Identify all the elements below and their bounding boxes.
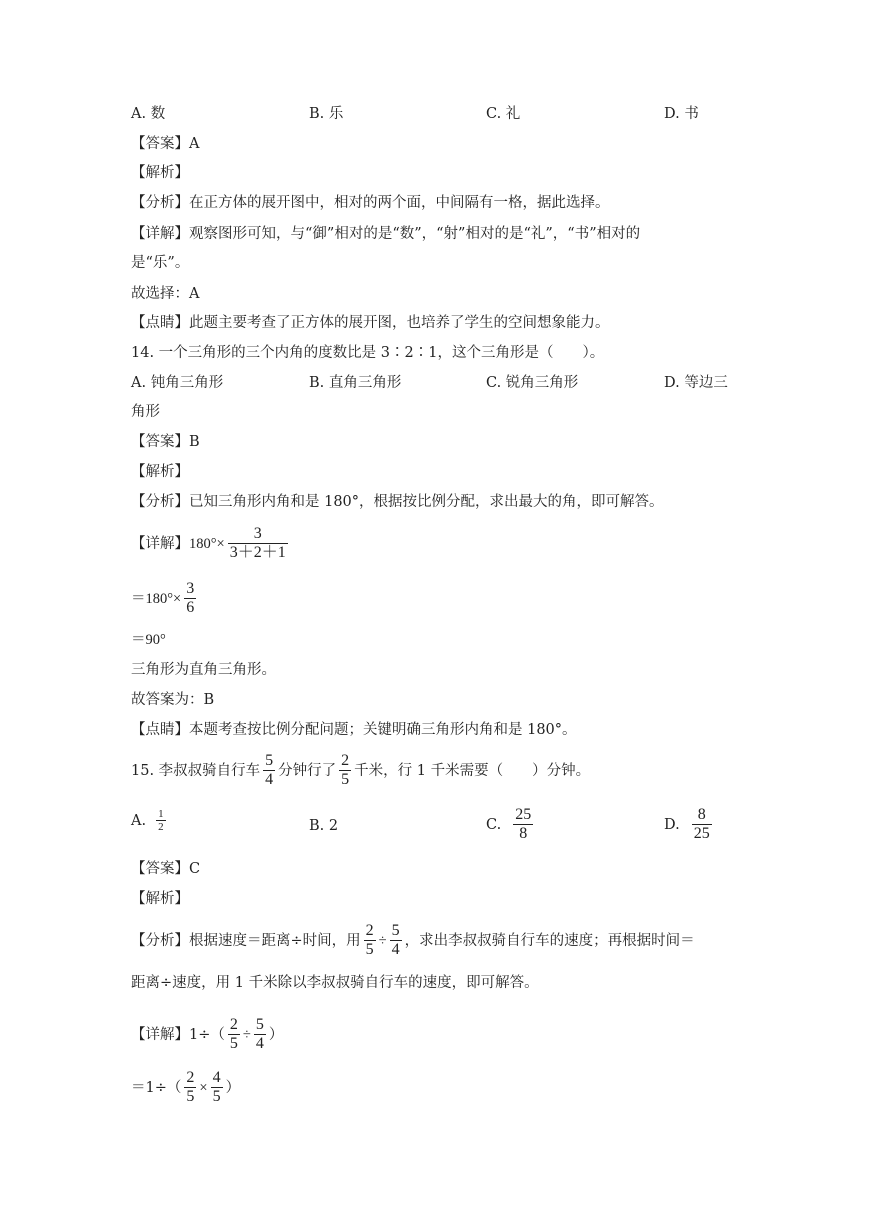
q15-stem-part3: 千米，行 1 千米需要（ ）分钟。 [354,762,591,779]
q15-xj1-f2-numerator: 5 [255,1016,264,1033]
q15-fenxi-line1 [131,922,695,959]
q13-xiangjie-line1: 【详解】观察图形可知，与“御”相对的是“数”，“射”相对的是“礼”，“书”相对的 [131,226,641,242]
q13-option-b: B. 乐 [309,106,344,122]
q15-xj1-operator: ÷ [242,1026,251,1043]
q15-xj2-f2-numerator: 4 [212,1069,221,1086]
q14-xiangjie-label: 【详解】 [131,535,189,552]
q15-option-d-fraction [692,806,712,843]
q13-choice: 故选择：A [131,286,200,302]
q15-option-d-label: D. [664,816,680,833]
q14-option-d-continued: 角形 [131,404,160,420]
q15-option-d-numerator: 8 [692,806,712,825]
q14-xiangjie-step2 [131,580,199,617]
q15-xj1-f1-numerator: 2 [229,1016,238,1033]
q14-step2-numerator: 3 [186,580,195,597]
q15-xiangjie-step1-suffix: ） [268,1026,284,1043]
q15-fenxi-line2: 距离÷速度，用 1 千米除以李叔叔骑自行车的速度，即可解答。 [131,975,539,991]
q15-option-a-label: A. [131,812,147,829]
q15-stem-part2: 分钟行了 [278,762,337,779]
q15-fenxi-f2-denominator: 4 [391,941,400,958]
q13-dianjing: 【点睛】此题主要考查了正方体的展开图，也培养了学生的空间想象能力。 [131,315,610,331]
q14-step3: ＝90° [131,632,166,648]
q15-xiangjie-step1 [131,1016,283,1053]
q15-xj2-operator: × [199,1079,208,1096]
q15-stem-part1: 15. 李叔叔骑自行车 [131,762,261,779]
q13-option-c: C. 礼 [486,106,521,122]
q15-xj2-f1-numerator: 2 [186,1069,195,1086]
q15-stem-f2-denominator: 5 [341,771,350,788]
q15-option-a-denominator: 2 [158,821,164,833]
q15-option-c-label: C. [486,816,502,833]
q15-fenxi-fraction1 [364,922,376,959]
q15-option-c [486,806,536,843]
q14-option-a: A. 钝角三角形 [131,375,224,391]
q15-xj2-f1-denominator: 5 [186,1088,195,1105]
q15-fenxi-f2-numerator: 5 [391,922,400,939]
q15-xj2-fraction2 [211,1069,223,1106]
q15-fenxi-f1-numerator: 2 [365,922,374,939]
q15-option-c-numerator: 25 [515,806,532,823]
q15-answer: 【答案】C [131,861,201,877]
q15-xiangjie-step2 [131,1069,240,1106]
q15-fenxi-operator: ÷ [378,932,387,949]
q15-xiangjie-step1-prefix: 【详解】1÷（ [131,1026,225,1043]
q15-stem-fraction2 [339,752,351,789]
q14-answer: 【答案】B [131,434,200,450]
q15-fenxi-f1-denominator: 5 [365,941,374,958]
q15-xj2-fraction1 [184,1069,196,1106]
q15-fenxi-part2: ，求出李叔叔骑自行车的速度；再根据时间＝ [404,932,695,949]
q14-conclusion: 三角形为直角三角形。 [131,662,276,678]
q13-option-a: A. 数 [131,106,166,122]
q13-option-d: D. 书 [664,106,699,122]
q13-xiangjie-line2: 是“乐”。 [131,255,190,271]
q14-option-d: D. 等边三 [664,375,728,391]
q15-option-c-denominator: 8 [519,825,528,842]
q13-answer: 【答案】A [131,136,200,152]
q14-step2-denominator: 6 [186,599,195,616]
q14-choice: 故答案为：B [131,692,215,708]
q15-xj1-fraction1 [228,1016,240,1053]
q15-option-a-numerator: 1 [158,808,164,820]
q14-dianjing: 【点睛】本题考查按比例分配问题；关键明确三角形内角和是 180°。 [131,722,577,738]
q15-xj1-fraction2 [254,1016,266,1053]
q15-jiexi: 【解析】 [131,891,189,907]
q15-option-d-denominator: 25 [693,825,710,842]
q14-step2-prefix: ＝180°× [131,590,182,607]
q13-jiexi: 【解析】 [131,165,189,181]
q15-fenxi-part1: 【分析】根据速度＝距离÷时间，用 [131,932,361,949]
q14-fenxi: 【分析】已知三角形内角和是 180°，根据按比例分配，求出最大的角，即可解答。 [131,494,664,510]
q14-option-b: B. 直角三角形 [309,375,402,391]
q15-xiangjie-step2-prefix: ＝1÷（ [131,1079,182,1096]
q14-step1-prefix: 180°× [189,535,225,552]
q14-step1-denominator: 3＋2＋1 [229,544,286,561]
q15-xj2-f2-denominator: 5 [212,1088,221,1105]
q13-fenxi: 【分析】在正方体的展开图中，相对的两个面，中间隔有一格，据此选择。 [131,195,610,211]
q14-step1-fraction [228,525,288,562]
q14-jiexi: 【解析】 [131,464,189,480]
q15-fenxi-fraction2 [390,922,402,959]
q15-option-d [664,806,715,843]
q15-stem-fraction1 [263,752,275,789]
q14-xiangjie-step1 [131,525,291,562]
q15-stem-f2-numerator: 2 [341,752,350,769]
q15-option-a-fraction [156,808,166,833]
q14-step1-numerator: 3 [228,525,288,544]
q15-xiangjie-step2-suffix: ） [225,1079,241,1096]
q15-option-a [131,808,169,833]
q15-option-b: B. 2 [309,818,339,834]
q14-stem: 14. 一个三角形的三个内角的度数比是 3∶2∶1，这个三角形是（ ）。 [131,345,605,361]
q14-step2-fraction [184,580,196,617]
q15-xj1-f1-denominator: 5 [229,1035,238,1052]
q15-stem-f1-numerator: 5 [265,752,274,769]
q15-option-c-fraction [513,806,533,843]
q15-xj1-f2-denominator: 4 [255,1035,264,1052]
q15-stem [131,752,590,789]
q14-option-c: C. 锐角三角形 [486,375,579,391]
q15-stem-f1-denominator: 4 [265,771,274,788]
